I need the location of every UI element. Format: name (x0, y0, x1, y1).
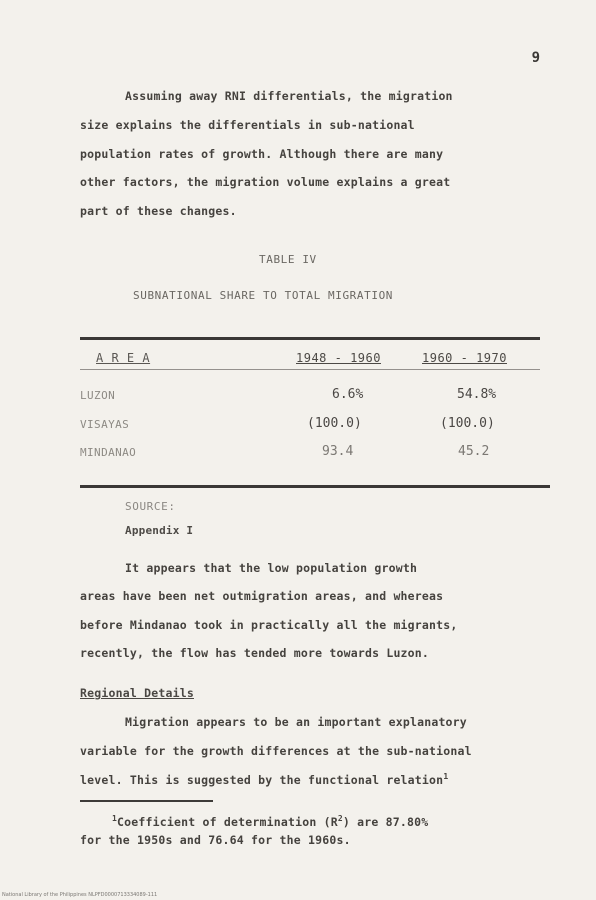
footnote-ref: 1 (443, 772, 449, 781)
table-header-period-2: 1960 - 1970 (422, 351, 507, 365)
footnote-line-1-a: Coefficient of determination (R (117, 814, 338, 829)
para1-line-3: population rates of growth. Although there are many (80, 147, 444, 161)
para1-line-4: other factors, the migration volume explains a great (80, 175, 451, 189)
para3-line-1: Migration appears to be an important explanatory (125, 715, 467, 729)
table-header-period-1: 1948 - 1960 (296, 351, 381, 365)
table-row-2-area: VISAYAS (80, 418, 130, 431)
table-label: TABLE IV (259, 253, 317, 266)
table-top-rule (80, 337, 540, 340)
para1-line-2: size explains the differentials in sub-national (80, 118, 415, 132)
footnote-line-1-b: ) are 87.80% (342, 814, 429, 829)
page-number: 9 (531, 50, 540, 66)
table-row-3-period-2: 45.2 (458, 444, 490, 459)
para2-line-4: recently, the flow has tended more towards Luzon. (80, 646, 430, 660)
para3-line-3-text: level. This is suggested by the functional relation (80, 772, 444, 787)
table-title: SUBNATIONAL SHARE TO TOTAL MIGRATION (133, 289, 394, 302)
para3-line-3 (80, 772, 448, 787)
table-row-2-period-2: (100.0) (440, 416, 495, 431)
table-source-label: SOURCE: (125, 500, 176, 513)
footnote-line-1 (112, 814, 428, 829)
table-header-rule (80, 369, 540, 370)
section-heading: Regional Details (80, 686, 194, 700)
para1-line-1: Assuming away RNI differentials, the migration (125, 89, 453, 103)
table-row-3-period-1: 93.4 (322, 444, 354, 459)
table-header-area: A R E A (96, 351, 151, 365)
para1-line-5: part of these changes. (80, 204, 237, 218)
table-row-3-area: MINDANAO (80, 446, 137, 459)
footnote-rule (80, 800, 213, 802)
para3-line-2: variable for the growth differences at the sub-national (80, 744, 472, 758)
table-source-value: Appendix I (125, 524, 194, 537)
archive-stamp: National Library of the Philippines NLPFD0000713334089-111 (2, 892, 158, 898)
table-row-1-area: LUZON (80, 389, 116, 402)
footnote-marker: 1 (112, 814, 118, 823)
table-row-2-period-1: (100.0) (307, 416, 362, 431)
para2-line-3: before Mindanao took in practically all the migrants, (80, 618, 458, 632)
table-row-1-period-2: 54.8% (457, 387, 497, 402)
footnote-line-2: for the 1950s and 76.64 for the 1960s. (80, 833, 351, 847)
table-row-1-period-1: 6.6% (332, 387, 364, 402)
footnote-r-squared-sup: 2 (337, 814, 343, 823)
para2-line-2: areas have been net outmigration areas, and whereas (80, 589, 444, 603)
para2-line-1: It appears that the low population growth (125, 561, 418, 575)
table-bottom-rule (80, 485, 550, 488)
